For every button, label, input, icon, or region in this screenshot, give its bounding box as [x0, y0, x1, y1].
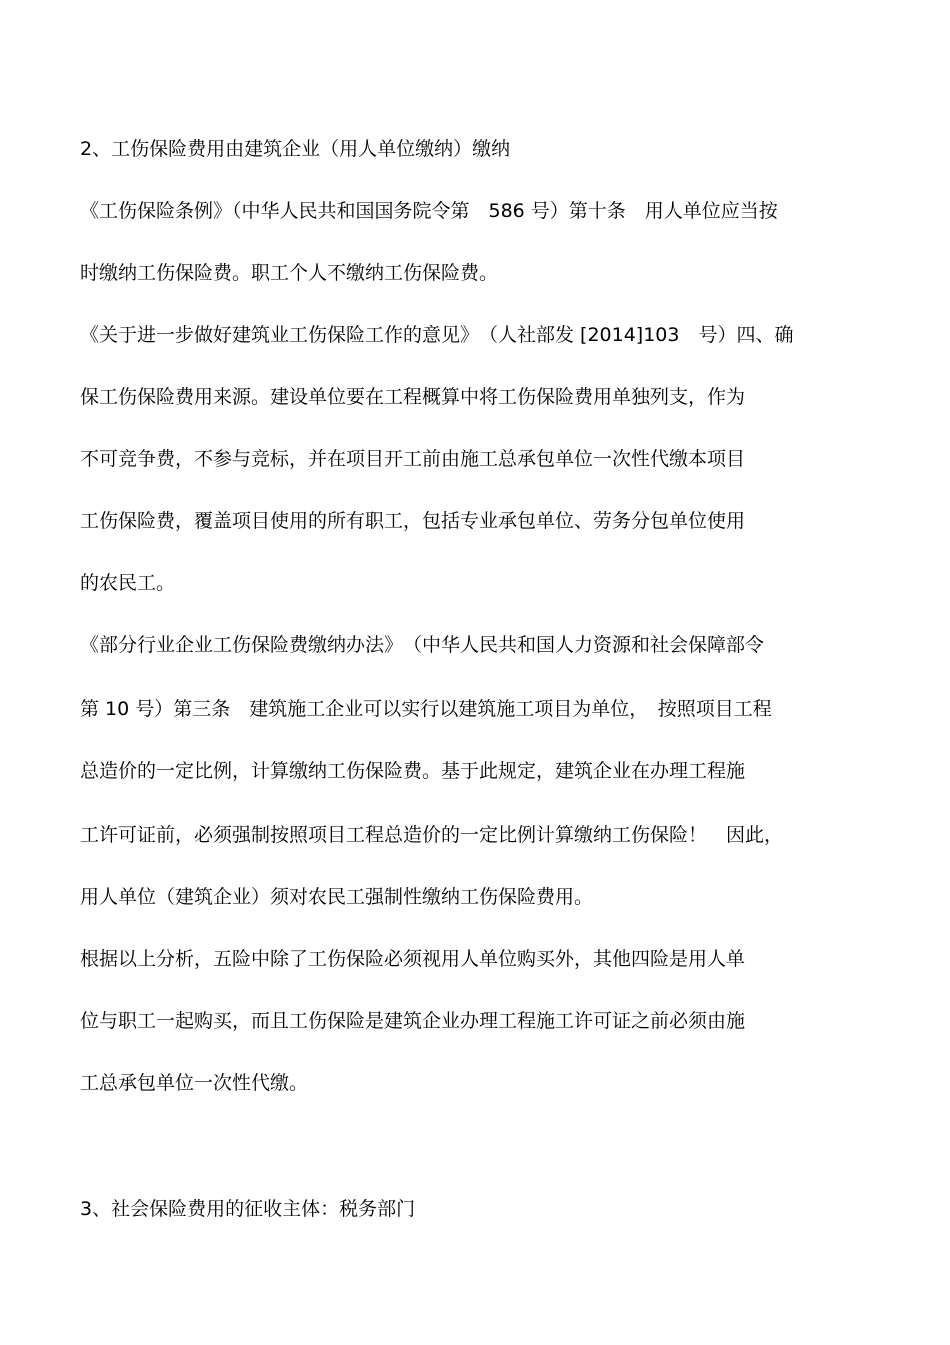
paragraph-line: 《工伤保险条例》（中华人民共和国国务院令第 586 号）第十条 用人单位应当按: [80, 200, 778, 222]
paragraph-line: 用人单位（建筑企业）须对农民工强制性缴纳工伤保险费用。: [80, 886, 594, 908]
paragraph-line: 的农民工。: [80, 572, 176, 594]
paragraph-line: 总造价的一定比例，计算缴纳工伤保险费。基于此规定，建筑企业在办理工程施: [80, 760, 746, 782]
paragraph-line: 位与职工一起购买，而且工伤保险是建筑企业办理工程施工许可证之前必须由施: [80, 1010, 746, 1032]
paragraph-line: 工许可证前，必须强制按照项目工程总造价的一定比例计算缴纳工伤保险！ 因此，: [80, 824, 784, 846]
section-heading-3: 3、社会保险费用的征收主体：税务部门: [80, 1198, 416, 1220]
paragraph-line: 不可竞争费，不参与竞标，并在项目开工前由施工总承包单位一次性代缴本项目: [80, 448, 746, 470]
paragraph-line: 《关于进一步做好建筑业工伤保险工作的意见》 （人社部发 [2014]103 号）四、确: [80, 324, 794, 346]
paragraph-line: 根据以上分析，五险中除了工伤保险必须视用人单位购买外，其他四险是用人单: [80, 948, 746, 970]
paragraph-line: 工伤保险费，覆盖项目使用的所有职工，包括专业承包单位、劳务分包单位使用: [80, 510, 746, 532]
paragraph-line: 工总承包单位一次性代缴。: [80, 1072, 309, 1094]
paragraph-line: 保工伤保险费用来源。建设单位要在工程概算中将工伤保险费用单独列支，作为: [80, 386, 746, 408]
paragraph-line: 时缴纳工伤保险费。职工个人不缴纳工伤保险费。: [80, 262, 499, 284]
paragraph-line: 《部分行业企业工伤保险费缴纳办法》 （中华人民共和国人力资源和社会保障部令: [80, 634, 765, 656]
paragraph-line: 第 10 号）第三条 建筑施工企业可以实行以建筑施工项目为单位， 按照项目工程: [80, 698, 772, 720]
section-heading-2: 2、工伤保险费用由建筑企业（用人单位缴纳）缴纳: [80, 138, 511, 160]
